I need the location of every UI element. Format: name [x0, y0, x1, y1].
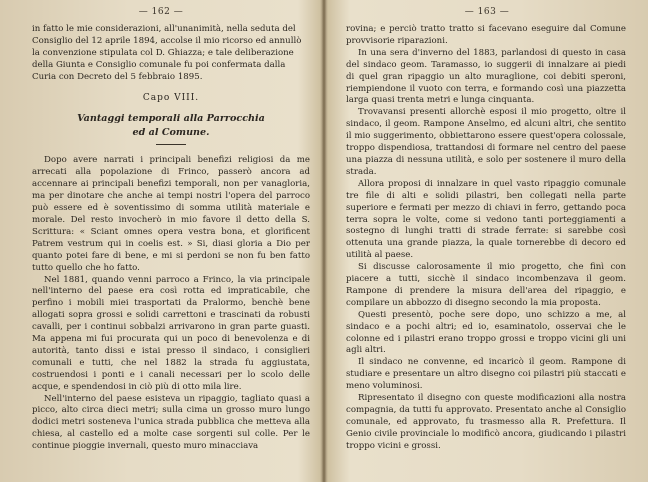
paragraph: Il sindaco ne convenne, ed incaricò il geom. Rampone di studiare e presentare un altro disegno coi pilastri più staccati e meno voluminosi. [346, 357, 626, 392]
paragraph: Questi presentò, poche sere dopo, uno schizzo a me, al sindaco e a pochi altri; ed io, esaminatolo, osservai che le colonne ed i pilastri erano troppo grossi e troppo vicini gli uni agli altri. [346, 309, 626, 356]
intro-line: in fatto le mie considerazioni, all'unanimità, nella seduta del [32, 24, 296, 34]
paragraph: Allora proposi di innalzare in quel vasto ripaggio comunale tre file di alti e solidi pilastri, ben collegati nella parte superiore e fermati per mezzo di chiavi in ferro, gettando poca terra sopra le volte, come si vedono tanti porteggiamenti a sostegno di lunghi tratti di strade ferrate: si sarebbe così ottenuta una grande piazza, la quale tornerebbe di decoro ed utilità al paese. [346, 178, 626, 261]
section-heading-line: ed al Comune. [132, 127, 210, 139]
left-page-text [32, 24, 310, 453]
intro-line: Consiglio del 12 aprile 1894, accolse il mio ricorso ed annullò [32, 35, 302, 46]
right-page [326, 0, 648, 482]
paragraph: Nell'interno del paese esisteva un ripaggio, tagliato quasi a picco, alto circa dieci metri; sulla cima un grosso muro lungo dodici metri sosteneva l'unica strada pubblica che metteva alla chiesa, al castello ed a molte case sorgenti sul colle. Per le continue pioggie invernali, questo muro minacciava [32, 393, 310, 452]
page-number: — 163 — [464, 7, 510, 17]
paragraph: Ripresentato il disegno con queste modificazioni alla nostra compagnia, da tutti fu approvato. Presentato anche al Consiglio comunale, ed approvato, fu trasmesso alla R. Prefettura. Il Genio civile provinciale lo modificò ancora, giudicando i pilastri troppo vicini e grossi. [346, 393, 626, 451]
chapter-title: Capo VIII. [142, 92, 200, 103]
paragraph: rovina; e perciò tratto tratto si facevano eseguire dal Comune provvisorie riparazioni. [346, 24, 626, 46]
section-heading-line: Vantaggi temporali alla Parrocchia [77, 113, 265, 125]
right-page-text [346, 24, 626, 453]
heading-rule [156, 144, 186, 145]
paragraph: In una sera d'inverno del 1883, parlandosi di questo in casa del sindaco geom. Taramasso, io suggerii di innalzare ai piedi di quel gran ripaggio un alto muraglione, coi debiti speroni, riempiendone il vuoto con terra, e formando così una piazzetta larga quasi trenta metri e lunga cinquanta. [346, 47, 626, 106]
intro-line: Curia con Decreto del 5 febbraio 1895. [32, 71, 203, 82]
paragraph: Trovavansi presenti allorchè esposi il mio progetto, oltre il sindaco, il geom. Rampone Anselmo, ed alcuni altri, che sentito il mio suggerimento, obbiettarono essere quest'opera colossale, troppo dispendiosa, trattandosi di formare nel centro del paese una piazza di nessuna utilità, e solo per sostenere il muro della strada. [346, 107, 626, 177]
intro-line: della Giunta e Consiglio comunale fu poi confermata dalla [32, 59, 286, 70]
intro-line: la convenzione stipulata col D. Ghiazza; e tale deliberazione [32, 47, 294, 58]
paragraph: Dopo avere narrati i principali benefizi religiosi da me arrecati alla popolazione di Frinco, passerò ancora ad accennare ai principali benefizi temporali, non per vanagloria, ma per dinotare che anche ai tempi nostri l'opera del parroco può essere ed è soventissimo di somma utilità materiale e morale. Del resto invocherò in mio favore il detto della S. Scrittura: « Sciant omnes opera vestra bona, et glorificent Patrem vestrum qui in coelis est. » Si, diasi gloria a Dio per quanto potei fare di bene, e mi si perdoni se non fu ben fatto tutto quello che ho fatto. [32, 155, 310, 273]
left-page [0, 0, 322, 482]
paragraph: Si discusse calorosamente il mio progetto, che finì con piacere a tutti, sicchè il sindaco incombenzava il geom. Rampone di prendere la misura dell'area del ripaggio, e compilare un abbozzo di disegno secondo la mia proposta. [346, 262, 626, 308]
paragraph: Nel 1881, quando venni parroco a Frinco, la via principale nell'interno del paese era così rotta ed impraticabile, che perfino i mobili miei trasportati da Pralormo, benchè bene allogati sopra grossi e solidi carrettoni e trascinati da robusti cavalli, per i continui sobbalzi arrivarono in gran parte guasti. Ma appena mi fui procurata qui un poco di benevolenza e di autorità, tanto dissi e istai presso il sindaco, i consiglieri comunali e tutti, che nel 1882 la strada fu aggiustata, costruendosi i ponti e i canali necessari per lo scolo delle acque, e spendendosi in ciò più di otto mila lire. [32, 274, 310, 392]
page-number: — 162 — [138, 7, 184, 17]
